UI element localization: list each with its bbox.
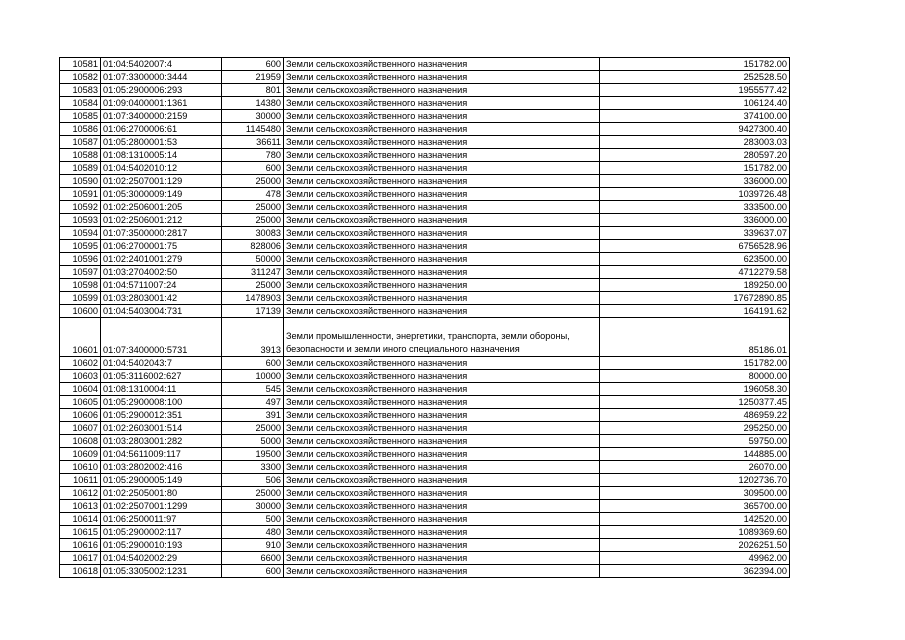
- cadastral-number-cell: 01:04:5403004:731: [101, 305, 222, 318]
- cadastral-value-cell: 1955577.42: [600, 84, 790, 97]
- cadastral-number-cell: 01:05:2900005:149: [101, 474, 222, 487]
- cadastral-number-cell: 01:03:2704002:50: [101, 266, 222, 279]
- area-cell: 600: [222, 357, 284, 370]
- row-number-cell: 10610: [60, 461, 101, 474]
- cadastral-number-cell: 01:05:2900008:100: [101, 396, 222, 409]
- land-category-cell: Земли промышленности, энергетики, транспорта, земли обороны, безопасности и земли иного специального назначения: [284, 318, 600, 357]
- land-category-cell: Земли сельскохозяйственного назначения: [284, 513, 600, 526]
- cadastral-number-cell: 01:05:3305002:1231: [101, 565, 222, 578]
- cadastral-number-cell: 01:02:2603001:514: [101, 422, 222, 435]
- row-number-cell: 10581: [60, 58, 101, 71]
- cadastral-value-cell: 26070.00: [600, 461, 790, 474]
- cadastral-value-cell: 106124.40: [600, 97, 790, 110]
- land-category-cell: Земли сельскохозяйственного назначения: [284, 565, 600, 578]
- cadastral-number-cell: 01:06:2700001:75: [101, 240, 222, 253]
- cadastral-value-cell: 280597.20: [600, 149, 790, 162]
- land-category-cell: Земли сельскохозяйственного назначения: [284, 136, 600, 149]
- land-category-cell: Земли сельскохозяйственного назначения: [284, 409, 600, 422]
- table-row: [60, 58, 790, 71]
- row-number-cell: 10607: [60, 422, 101, 435]
- land-category-cell: Земли сельскохозяйственного назначения: [284, 227, 600, 240]
- cadastral-value-cell: 2026251.50: [600, 539, 790, 552]
- cadastral-number-cell: 01:03:2803001:42: [101, 292, 222, 305]
- area-cell: 30083: [222, 227, 284, 240]
- row-number-cell: 10582: [60, 71, 101, 84]
- land-category-cell: Земли сельскохозяйственного назначения: [284, 526, 600, 539]
- area-cell: 30000: [222, 500, 284, 513]
- land-category-cell: Земли сельскохозяйственного назначения: [284, 188, 600, 201]
- table-row: [60, 422, 790, 435]
- table-row: [60, 474, 790, 487]
- row-number-cell: 10587: [60, 136, 101, 149]
- area-cell: 391: [222, 409, 284, 422]
- cadastral-value-cell: 1250377.45: [600, 396, 790, 409]
- area-cell: 5000: [222, 435, 284, 448]
- cadastral-value-cell: 189250.00: [600, 279, 790, 292]
- land-category-cell: Земли сельскохозяйственного назначения: [284, 214, 600, 227]
- cadastral-number-cell: 01:08:1310005:14: [101, 149, 222, 162]
- cadastral-value-cell: 1039726.48: [600, 188, 790, 201]
- table-row: [60, 84, 790, 97]
- table-row: [60, 409, 790, 422]
- cadastral-value-cell: 4712279.58: [600, 266, 790, 279]
- cadastral-value-cell: 295250.00: [600, 422, 790, 435]
- cadastral-value-cell: 151782.00: [600, 58, 790, 71]
- land-category-cell: Земли сельскохозяйственного назначения: [284, 370, 600, 383]
- land-parcel-table: [59, 57, 790, 578]
- cadastral-number-cell: 01:03:2803001:282: [101, 435, 222, 448]
- cadastral-number-cell: 01:05:2900010:193: [101, 539, 222, 552]
- area-cell: 25000: [222, 214, 284, 227]
- row-number-cell: 10602: [60, 357, 101, 370]
- cadastral-number-cell: 01:07:3300000:3444: [101, 71, 222, 84]
- area-cell: 1145480: [222, 123, 284, 136]
- area-cell: 25000: [222, 201, 284, 214]
- area-cell: 3913: [222, 318, 284, 357]
- table-row: [60, 383, 790, 396]
- row-number-cell: 10617: [60, 552, 101, 565]
- table-row: [60, 448, 790, 461]
- area-cell: 1478903: [222, 292, 284, 305]
- table-row: [60, 487, 790, 500]
- land-category-cell: Земли сельскохозяйственного назначения: [284, 97, 600, 110]
- area-cell: 25000: [222, 422, 284, 435]
- row-number-cell: 10591: [60, 188, 101, 201]
- cadastral-value-cell: 80000.00: [600, 370, 790, 383]
- area-cell: 25000: [222, 279, 284, 292]
- land-category-cell: Земли сельскохозяйственного назначения: [284, 292, 600, 305]
- area-cell: 6600: [222, 552, 284, 565]
- table-row: [60, 240, 790, 253]
- cadastral-value-cell: 6756528.96: [600, 240, 790, 253]
- cadastral-number-cell: 01:09:0400001:1361: [101, 97, 222, 110]
- land-category-cell: Земли сельскохозяйственного назначения: [284, 396, 600, 409]
- area-cell: 910: [222, 539, 284, 552]
- row-number-cell: 10609: [60, 448, 101, 461]
- table-row: [60, 500, 790, 513]
- cadastral-value-cell: 623500.00: [600, 253, 790, 266]
- area-cell: 545: [222, 383, 284, 396]
- row-number-cell: 10589: [60, 162, 101, 175]
- row-number-cell: 10611: [60, 474, 101, 487]
- cadastral-value-cell: 333500.00: [600, 201, 790, 214]
- cadastral-value-cell: 164191.62: [600, 305, 790, 318]
- row-number-cell: 10600: [60, 305, 101, 318]
- land-category-cell: Земли сельскохозяйственного назначения: [284, 201, 600, 214]
- cadastral-value-cell: 85186.01: [600, 318, 790, 357]
- land-category-cell: Земли сельскохозяйственного назначения: [284, 175, 600, 188]
- row-number-cell: 10595: [60, 240, 101, 253]
- cadastral-number-cell: 01:07:3400000:2159: [101, 110, 222, 123]
- table-row: [60, 149, 790, 162]
- land-category-cell: Земли сельскохозяйственного назначения: [284, 539, 600, 552]
- table-row: [60, 435, 790, 448]
- row-number-cell: 10596: [60, 253, 101, 266]
- area-cell: 3300: [222, 461, 284, 474]
- area-cell: 50000: [222, 253, 284, 266]
- table-row: [60, 526, 790, 539]
- area-cell: 14380: [222, 97, 284, 110]
- row-number-cell: 10603: [60, 370, 101, 383]
- row-number-cell: 10585: [60, 110, 101, 123]
- row-number-cell: 10593: [60, 214, 101, 227]
- cadastral-number-cell: 01:07:3400000:5731: [101, 318, 222, 357]
- cadastral-number-cell: 01:06:2700006:61: [101, 123, 222, 136]
- cadastral-value-cell: 374100.00: [600, 110, 790, 123]
- land-category-cell: Земли сельскохозяйственного назначения: [284, 110, 600, 123]
- row-number-cell: 10612: [60, 487, 101, 500]
- land-category-cell: Земли сельскохозяйственного назначения: [284, 84, 600, 97]
- row-number-cell: 10598: [60, 279, 101, 292]
- table-row: [60, 292, 790, 305]
- row-number-cell: 10592: [60, 201, 101, 214]
- cadastral-value-cell: 339637.07: [600, 227, 790, 240]
- table-row: [60, 539, 790, 552]
- land-category-cell: Земли сельскохозяйственного назначения: [284, 461, 600, 474]
- land-category-cell: Земли сельскохозяйственного назначения: [284, 240, 600, 253]
- cadastral-value-cell: 336000.00: [600, 214, 790, 227]
- table-row: [60, 162, 790, 175]
- table-row: [60, 513, 790, 526]
- cadastral-number-cell: 01:02:2506001:205: [101, 201, 222, 214]
- cadastral-value-cell: 142520.00: [600, 513, 790, 526]
- area-cell: 17139: [222, 305, 284, 318]
- area-cell: 21959: [222, 71, 284, 84]
- table-row: [60, 123, 790, 136]
- row-number-cell: 10583: [60, 84, 101, 97]
- cadastral-number-cell: 01:03:2802002:416: [101, 461, 222, 474]
- land-category-cell: Земли сельскохозяйственного назначения: [284, 123, 600, 136]
- cadastral-value-cell: 9427300.40: [600, 123, 790, 136]
- land-category-cell: Земли сельскохозяйственного назначения: [284, 487, 600, 500]
- area-cell: 36611: [222, 136, 284, 149]
- row-number-cell: 10606: [60, 409, 101, 422]
- cadastral-number-cell: 01:05:2900012:351: [101, 409, 222, 422]
- area-cell: 600: [222, 58, 284, 71]
- area-cell: 311247: [222, 266, 284, 279]
- table-row: [60, 175, 790, 188]
- table-row: [60, 552, 790, 565]
- area-cell: 10000: [222, 370, 284, 383]
- cadastral-number-cell: 01:08:1310004:11: [101, 383, 222, 396]
- table-row: [60, 370, 790, 383]
- cadastral-number-cell: 01:04:5611009:117: [101, 448, 222, 461]
- land-category-cell: Земли сельскохозяйственного назначения: [284, 149, 600, 162]
- land-category-cell: Земли сельскохозяйственного назначения: [284, 500, 600, 513]
- row-number-cell: 10601: [60, 318, 101, 357]
- land-category-cell: Земли сельскохозяйственного назначения: [284, 383, 600, 396]
- cadastral-value-cell: 1202736.70: [600, 474, 790, 487]
- cadastral-number-cell: 01:04:5402002:29: [101, 552, 222, 565]
- land-category-cell: Земли сельскохозяйственного назначения: [284, 305, 600, 318]
- land-category-cell: Земли сельскохозяйственного назначения: [284, 435, 600, 448]
- row-number-cell: 10590: [60, 175, 101, 188]
- cadastral-number-cell: 01:05:2800001:53: [101, 136, 222, 149]
- table-row: [60, 279, 790, 292]
- cadastral-number-cell: 01:02:2401001:279: [101, 253, 222, 266]
- table-row: [60, 357, 790, 370]
- row-number-cell: 10618: [60, 565, 101, 578]
- area-cell: 497: [222, 396, 284, 409]
- cadastral-number-cell: 01:02:2507001:129: [101, 175, 222, 188]
- area-cell: 600: [222, 565, 284, 578]
- cadastral-value-cell: 365700.00: [600, 500, 790, 513]
- table-row: [60, 97, 790, 110]
- area-cell: 506: [222, 474, 284, 487]
- land-category-cell: Земли сельскохозяйственного назначения: [284, 162, 600, 175]
- cadastral-number-cell: 01:05:3116002:627: [101, 370, 222, 383]
- cadastral-number-cell: 01:05:3000009:149: [101, 188, 222, 201]
- cadastral-value-cell: 362394.00: [600, 565, 790, 578]
- land-category-cell: Земли сельскохозяйственного назначения: [284, 422, 600, 435]
- table-row: [60, 136, 790, 149]
- row-number-cell: 10584: [60, 97, 101, 110]
- table-row: [60, 188, 790, 201]
- cadastral-number-cell: 01:02:2505001:80: [101, 487, 222, 500]
- row-number-cell: 10599: [60, 292, 101, 305]
- table-row: [60, 71, 790, 84]
- table-row: [60, 266, 790, 279]
- cadastral-value-cell: 196058.30: [600, 383, 790, 396]
- row-number-cell: 10613: [60, 500, 101, 513]
- cadastral-number-cell: 01:06:2500011:97: [101, 513, 222, 526]
- table-row: [60, 318, 790, 357]
- table-row: [60, 227, 790, 240]
- land-category-cell: Земли сельскохозяйственного назначения: [284, 71, 600, 84]
- area-cell: 25000: [222, 487, 284, 500]
- cadastral-value-cell: 59750.00: [600, 435, 790, 448]
- cadastral-value-cell: 151782.00: [600, 162, 790, 175]
- land-category-cell: Земли сельскохозяйственного назначения: [284, 474, 600, 487]
- area-cell: 25000: [222, 175, 284, 188]
- table-row: [60, 201, 790, 214]
- table-row: [60, 565, 790, 578]
- cadastral-value-cell: 252528.50: [600, 71, 790, 84]
- table-row: [60, 110, 790, 123]
- cadastral-number-cell: 01:05:2900002:117: [101, 526, 222, 539]
- cadastral-value-cell: 49962.00: [600, 552, 790, 565]
- table-body: [60, 58, 790, 578]
- row-number-cell: 10604: [60, 383, 101, 396]
- area-cell: 828006: [222, 240, 284, 253]
- cadastral-number-cell: 01:05:2900006:293: [101, 84, 222, 97]
- row-number-cell: 10605: [60, 396, 101, 409]
- land-category-cell: Земли сельскохозяйственного назначения: [284, 279, 600, 292]
- table-row: [60, 253, 790, 266]
- cadastral-value-cell: 1089369.60: [600, 526, 790, 539]
- land-category-cell: Земли сельскохозяйственного назначения: [284, 552, 600, 565]
- area-cell: 780: [222, 149, 284, 162]
- row-number-cell: 10616: [60, 539, 101, 552]
- cadastral-number-cell: 01:02:2506001:212: [101, 214, 222, 227]
- land-category-cell: Земли сельскохозяйственного назначения: [284, 448, 600, 461]
- row-number-cell: 10614: [60, 513, 101, 526]
- area-cell: 19500: [222, 448, 284, 461]
- cadastral-number-cell: 01:04:5402007:4: [101, 58, 222, 71]
- cadastral-value-cell: 283003.03: [600, 136, 790, 149]
- cadastral-number-cell: 01:04:5711007:24: [101, 279, 222, 292]
- cadastral-value-cell: 17672890.85: [600, 292, 790, 305]
- row-number-cell: 10588: [60, 149, 101, 162]
- table-row: [60, 396, 790, 409]
- cadastral-value-cell: 486959.22: [600, 409, 790, 422]
- cadastral-value-cell: 144885.00: [600, 448, 790, 461]
- row-number-cell: 10594: [60, 227, 101, 240]
- row-number-cell: 10608: [60, 435, 101, 448]
- row-number-cell: 10586: [60, 123, 101, 136]
- table-row: [60, 214, 790, 227]
- table-row: [60, 461, 790, 474]
- table-row: [60, 305, 790, 318]
- area-cell: 30000: [222, 110, 284, 123]
- area-cell: 500: [222, 513, 284, 526]
- cadastral-value-cell: 309500.00: [600, 487, 790, 500]
- land-category-cell: Земли сельскохозяйственного назначения: [284, 58, 600, 71]
- cadastral-number-cell: 01:04:5402043:7: [101, 357, 222, 370]
- cadastral-number-cell: 01:07:3500000:2817: [101, 227, 222, 240]
- land-category-cell: Земли сельскохозяйственного назначения: [284, 266, 600, 279]
- area-cell: 600: [222, 162, 284, 175]
- land-category-cell: Земли сельскохозяйственного назначения: [284, 357, 600, 370]
- land-category-cell: Земли сельскохозяйственного назначения: [284, 253, 600, 266]
- area-cell: 801: [222, 84, 284, 97]
- area-cell: 480: [222, 526, 284, 539]
- row-number-cell: 10615: [60, 526, 101, 539]
- cadastral-number-cell: 01:04:5402010:12: [101, 162, 222, 175]
- cadastral-value-cell: 336000.00: [600, 175, 790, 188]
- cadastral-value-cell: 151782.00: [600, 357, 790, 370]
- cadastral-number-cell: 01:02:2507001:1299: [101, 500, 222, 513]
- area-cell: 478: [222, 188, 284, 201]
- row-number-cell: 10597: [60, 266, 101, 279]
